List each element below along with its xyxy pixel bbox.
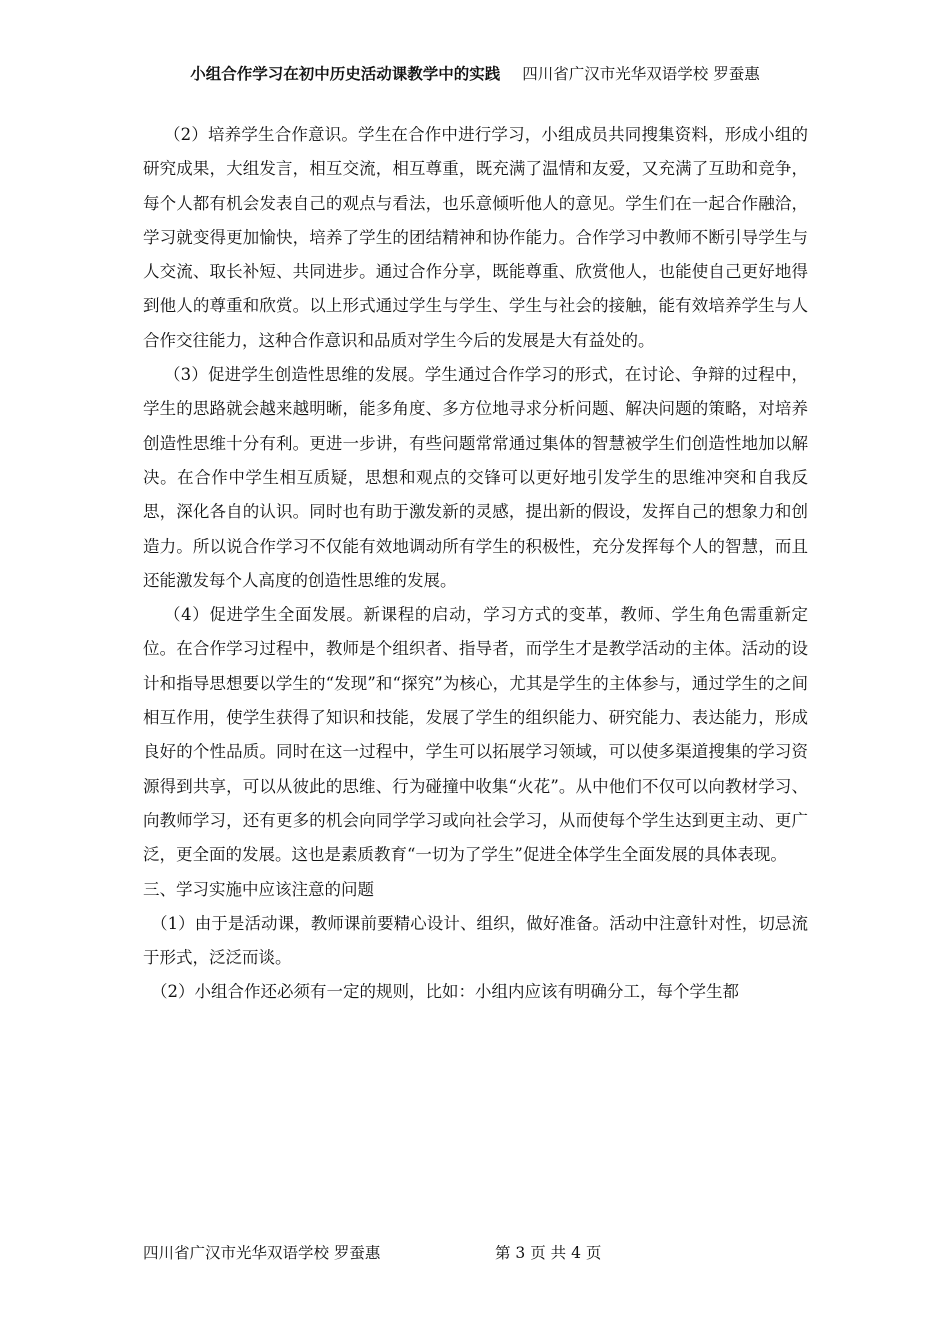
list-item: （1）由于是活动课，教师课前要精心设计、组织，做好准备。活动中注意针对性，切忌流于形式，泛泛而谈。: [143, 913, 808, 968]
header-author: 四川省广汉市光华双语学校 罗蚕惠: [522, 65, 760, 83]
footer-school: 四川省广汉市光华双语学校 罗蚕惠: [143, 1244, 381, 1262]
page-header: [0, 62, 950, 86]
section-heading: 三、学习实施中应该注意的问题: [143, 879, 374, 899]
list-item: （2）小组合作还必须有一定的规则，比如：小组内应该有明确分工，每个学生都: [151, 982, 739, 1002]
body-text: [143, 118, 808, 1010]
paragraph-creative-thinking: （3）促进学生创造性思维的发展。学生通过合作学习的形式，在讨论、争辩的过程中，学生的思路就会越来越明晰，能多角度、多方位地寻求分析问题、解决问题的策略，对培养创造性思维十分有利。更进一步讲，有些问题常常通过集体的智慧被学生们创造性地加以解决。在合作中学生相互质疑，思想和观点的交锋可以更好地引发学生的思维冲突和自我反思，深化各自的认识。同时也有助于激发新的灵感，提出新的假设，发挥自己的想象力和创造力。所以说合作学习不仅能有效地调动所有学生的积极性，充分发挥每个人的智慧，而且还能激发每个人高度的创造性思维的发展。: [143, 365, 808, 590]
paragraph-cooperation-awareness: （2）培养学生合作意识。学生在合作中进行学习，小组成员共同搜集资料，形成小组的研究成果，大组发言，相互交流，相互尊重，既充满了温情和友爱，又充满了互助和竞争，每个人都有机会发表自己的观点与看法，也乐意倾听他人的意见。学生们在一起合作融洽，学习就变得更加愉快，培养了学生的团结精神和协作能力。合作学习中教师不断引导学生与人交流、取长补短、共同进步。通过合作分享，既能尊重、欣赏他人，也能使自己更好地得到他人的尊重和欣赏。以上形式通过学生与学生、学生与社会的接触，能有效培养学生与人合作交往能力，这种合作意识和品质对学生今后的发展是大有益处的。: [143, 125, 808, 350]
footer-page-number: 第 3 页 共 4 页: [495, 1244, 602, 1262]
paragraph-overall-development: （4）促进学生全面发展。新课程的启动，学习方式的变革，教师、学生角色需重新定位。在合作学习过程中，教师是个组织者、指导者，而学生才是教学活动的主体。活动的设计和指导思想要以学生的“发现”和“探究”为核心，尤其是学生的主体参与，通过学生的之间相互作用，使学生获得了知识和技能，发展了学生的组织能力、研究能力、表达能力，形成良好的个性品质。同时在这一过程中，学生可以拓展学习领域，可以使多渠道搜集的学习资源得到共享，可以从彼此的思维、行为碰撞中收集“火花”。从中他们不仅可以向教材学习、向教师学习，还有更多的机会向同学学习或向社会学习，从而使每个学生达到更主动、更广泛，更全面的发展。这也是素质教育“一切为了学生”促进全体学生全面发展的具体表现。: [143, 605, 808, 865]
header-title: 小组合作学习在初中历史活动课教学中的实践: [190, 64, 501, 83]
